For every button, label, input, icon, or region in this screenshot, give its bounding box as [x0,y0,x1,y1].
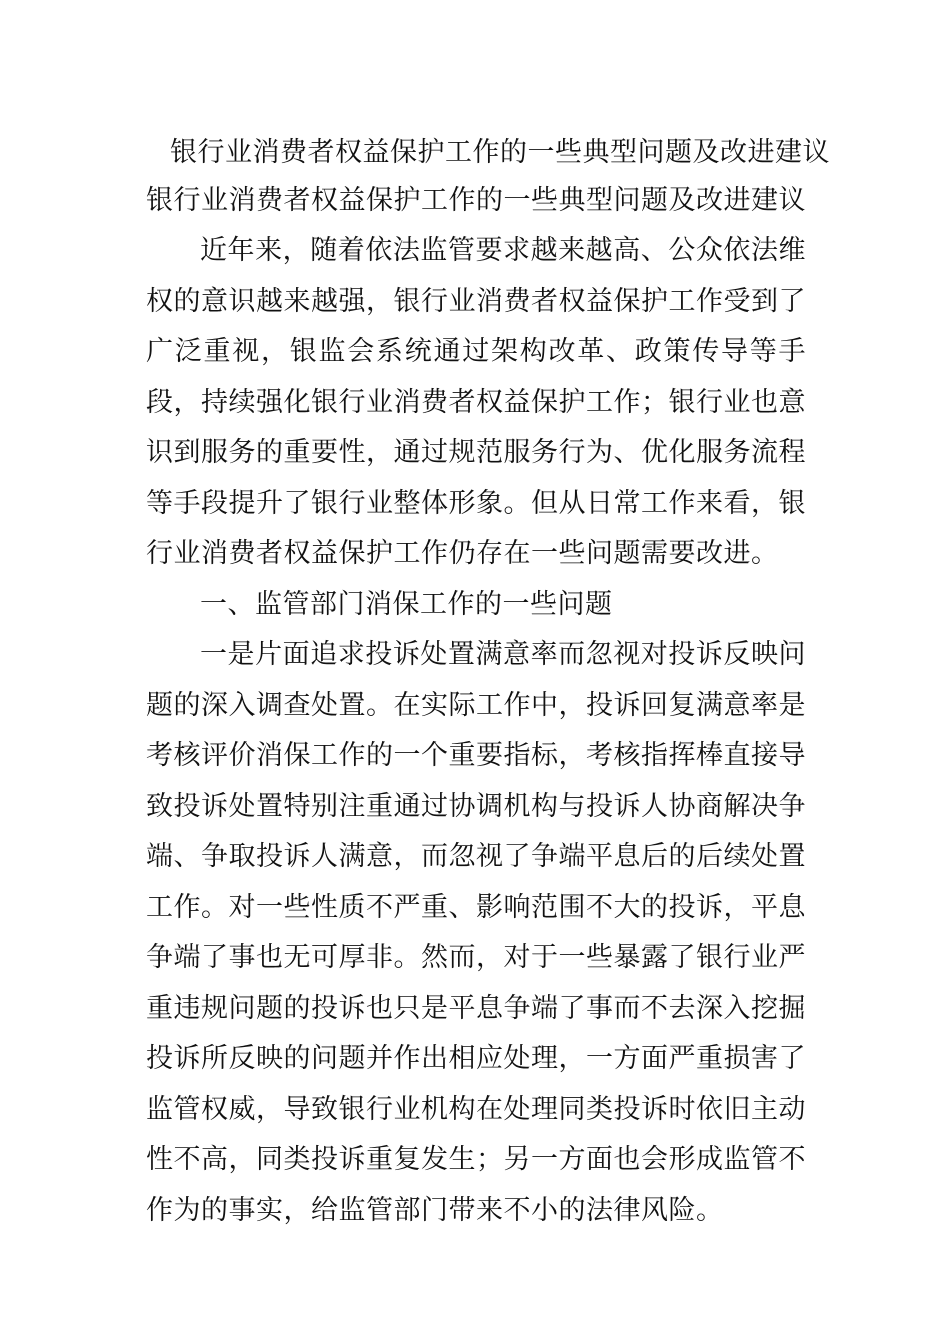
document-title-repeat: 银行业消费者权益保护工作的一些典型问题及改进建议 [146,185,806,216]
paragraph-issue-one: 一是片面追求投诉处置满意率而忽视对投诉反映问题的深入调查处置。在实际工作中，投诉回复满意率是考核评价消保工作的一个重要指标，考核指挥棒直接导致投诉处置特别注重通过协调机构与投诉人协商解决争端、争取投诉人满意，而忽视了争端平息后的后续处置工作。对一些性质不严重、影响范围不大的投诉，平息争端了事也无可厚非。然而，对于一些暴露了银行业严重违规问题的投诉也只是平息争端了事而不去深入挖掘投诉所反映的问题并作出相应处理，一方面严重损害了监管权威，导致银行业机构在处理同类投诉时依旧主动性不高，同类投诉重复发生；另一方面也会形成监管不作为的事实，给监管部门带来不小的法律风险。 [146,639,806,1226]
section-heading: 一、监管部门消保工作的一些问题 [200,588,613,620]
paragraph-intro: 近年来，随着依法监管要求越来越高、公众依法维权的意识越来越强，银行业消费者权益保护工作受到了广泛重视，银监会系统通过架构改革、政策传导等手段，持续强化银行业消费者权益保护工作；银行业也意识到服务的重要性，通过规范服务行为、优化服务流程等手段提升了银行业整体形象。但从日常工作来看，银行业消费者权益保护工作仍存在一些问题需要改进。 [146,235,806,569]
document-body [146,226,806,1236]
document-title: 银行业消费者权益保护工作的一些典型问题及改进建议 [170,137,830,168]
